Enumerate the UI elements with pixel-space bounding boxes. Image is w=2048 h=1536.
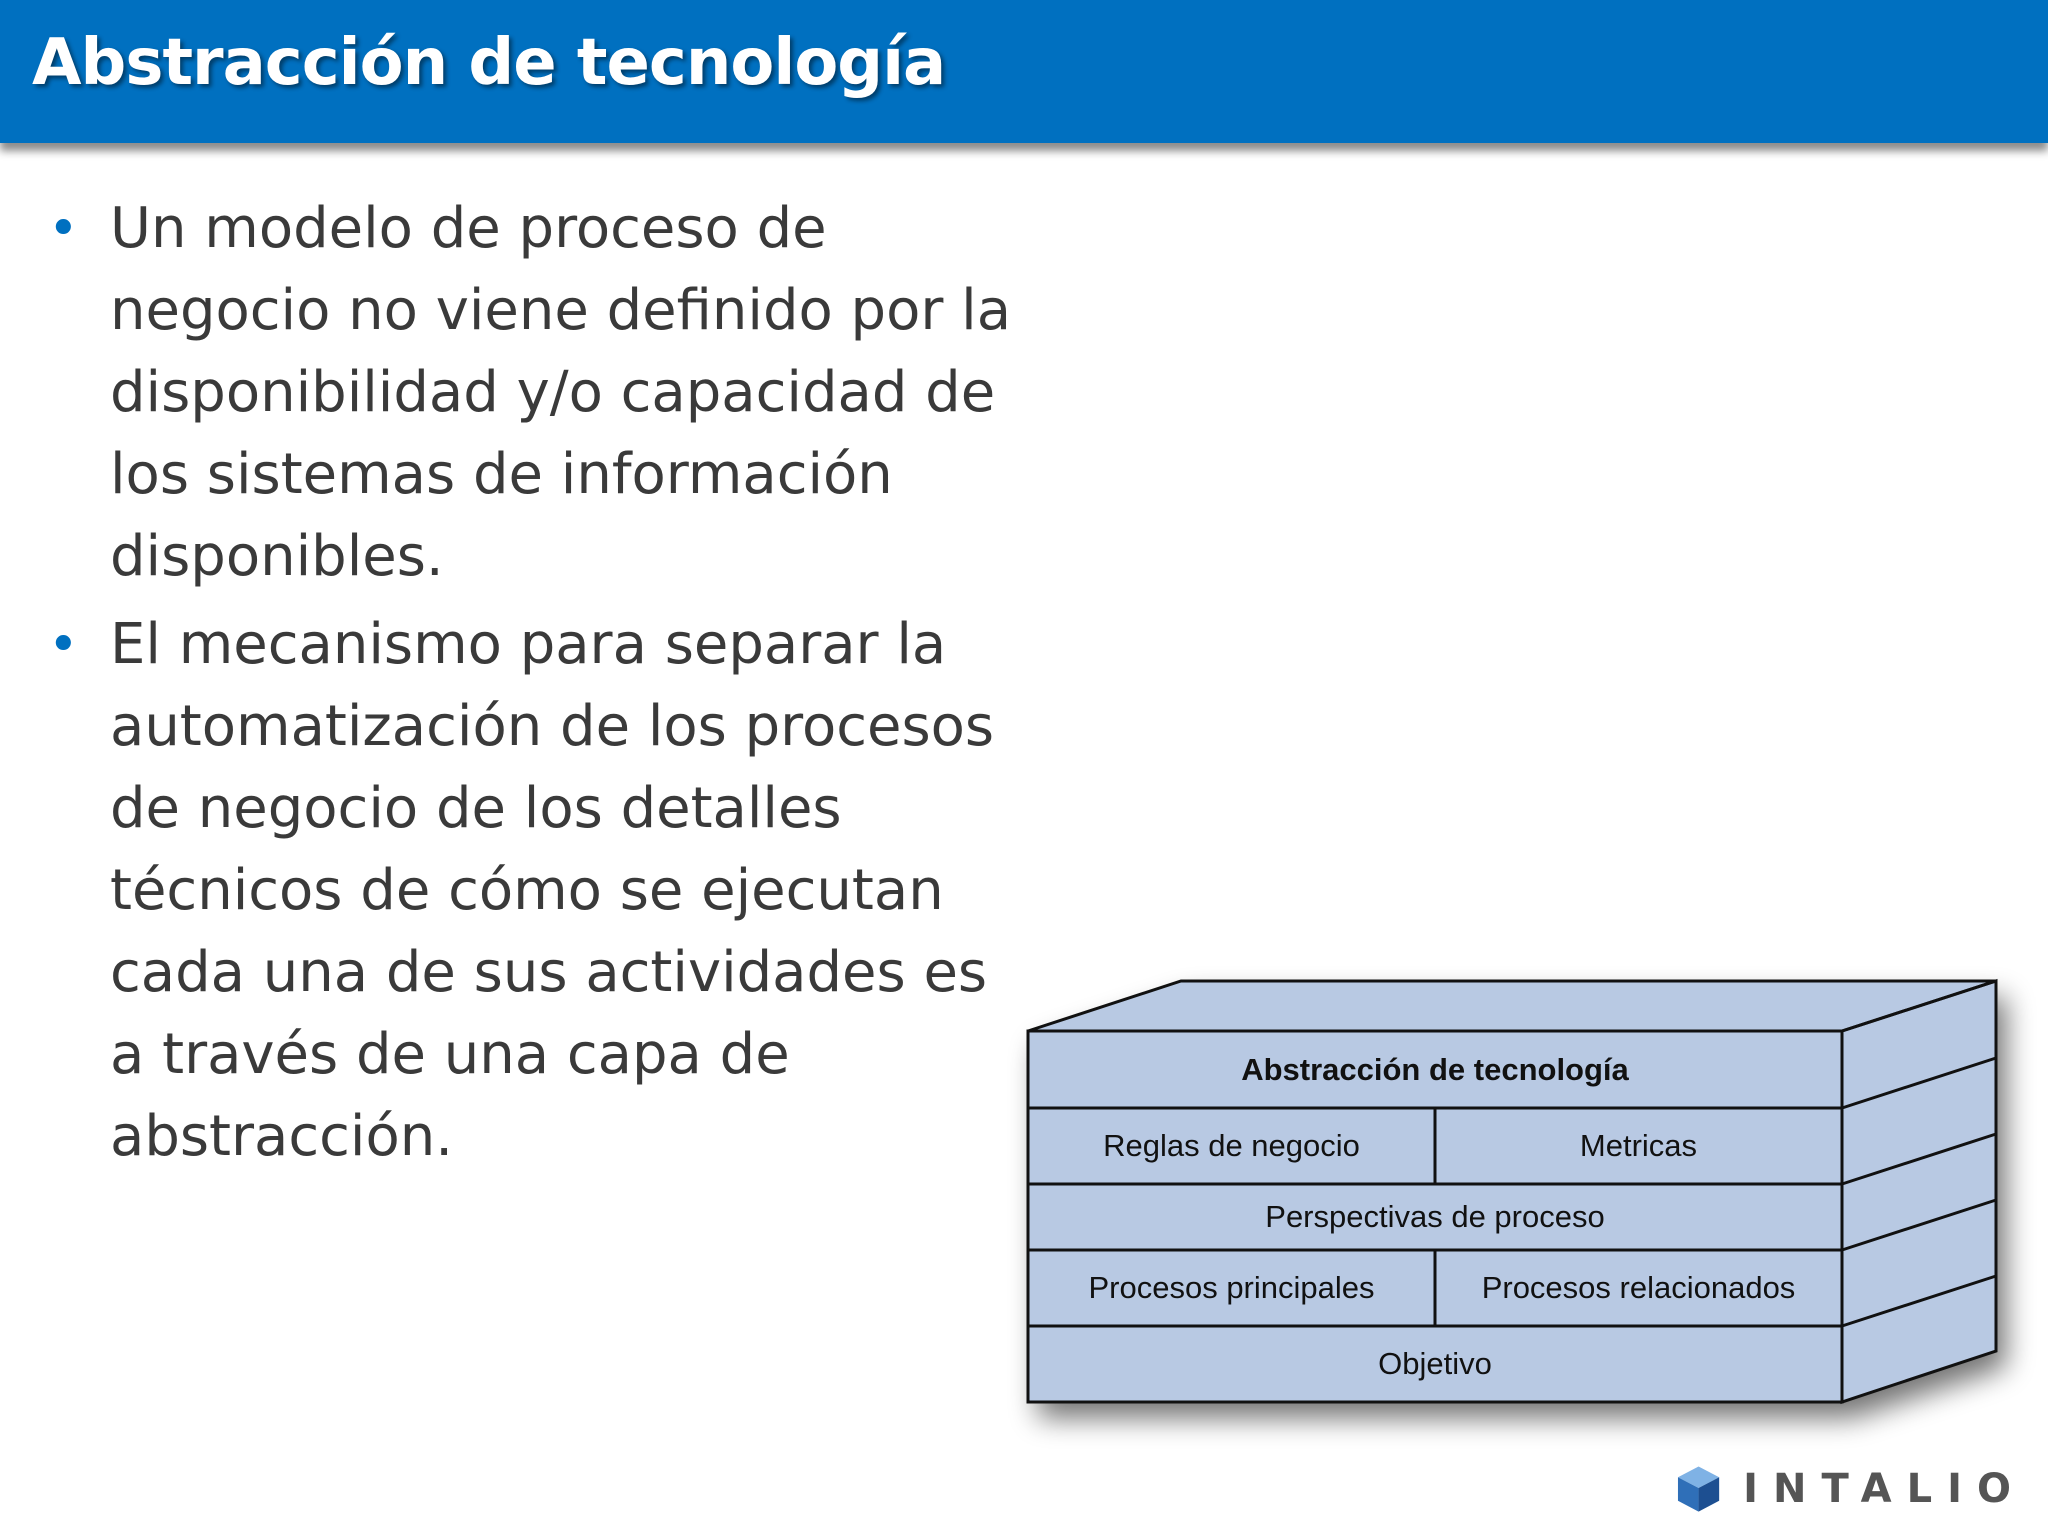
- metrics-cell: Metricas: [1579, 1128, 1698, 1163]
- block-top-face: [1028, 981, 1996, 1031]
- bullet-item: [40, 604, 1020, 1178]
- bullet-list: [40, 188, 1020, 1184]
- bullet-dot-icon: •: [48, 615, 79, 675]
- diagram-header-cell: Abstracción de tecnología: [1241, 1051, 1629, 1087]
- business-rules-cell: Reglas de negocio: [1103, 1128, 1360, 1163]
- objective-cell: Objetivo: [1378, 1346, 1492, 1381]
- title-bar: [0, 0, 2048, 143]
- technology-abstraction-diagram: [1020, 975, 2024, 1415]
- cube-icon: [1676, 1464, 1721, 1514]
- process-perspectives-cell: Perspectivas de proceso: [1265, 1199, 1605, 1234]
- logo-text: INTALIO: [1743, 1466, 2026, 1512]
- bullet-dot-icon: •: [48, 199, 79, 259]
- bullet-item: [40, 188, 1020, 598]
- intalio-logo: [1676, 1462, 2026, 1516]
- block-side-face: [1842, 981, 1996, 1402]
- bullet-text: Un modelo de proceso de negocio no viene definido por la disponibilidad y/o capacidad de los sistemas de información disponibles.: [110, 196, 1012, 589]
- bullet-text: El mecanismo para separar la automatización de los procesos de negocio de los detalles técnicos de cómo se ejecutan cada una de sus actividades es a través de una capa de abstracción.: [110, 612, 995, 1169]
- slide-title: Abstracción de tecnología: [32, 26, 946, 100]
- related-processes-cell: Procesos relacionados: [1481, 1270, 1796, 1305]
- main-processes-cell: Procesos principales: [1088, 1270, 1375, 1305]
